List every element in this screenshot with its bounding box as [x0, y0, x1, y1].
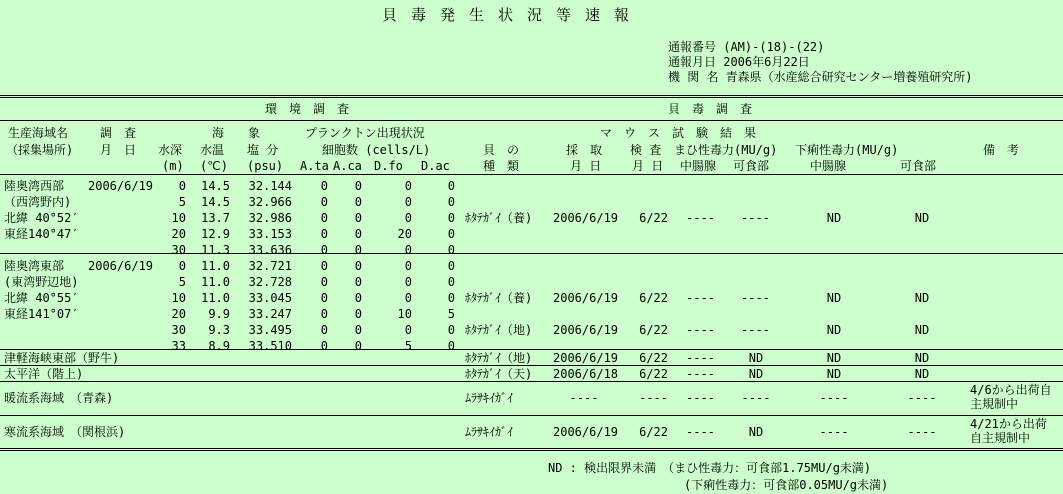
- extra-cell-psp-edible: ND: [748, 425, 764, 439]
- env-cell-dfo: 0: [404, 195, 412, 209]
- footnote-dsp: (下痢性毒力：可食部0.05MU/g未満): [684, 478, 889, 492]
- env-cell-survey-date: 2006/6/19: [88, 259, 154, 273]
- header-salinity-unit: (psu): [247, 159, 284, 173]
- env-cell-ata: 0: [320, 307, 328, 321]
- env-cell-area: (東湾野辺地): [4, 275, 79, 289]
- tox-cell-sampling-date: 2006/6/19: [553, 323, 619, 337]
- header-test: 検 査: [630, 143, 662, 157]
- env-cell-dfo: 0: [404, 179, 412, 193]
- extra-cell-psp-gut: ----: [686, 391, 715, 405]
- env-cell-temp: 8.9: [208, 339, 230, 353]
- header-depth: 水深: [158, 143, 183, 157]
- tox-cell-psp-gut: ----: [686, 291, 715, 305]
- env-cell-temp: 9.3: [208, 323, 230, 337]
- env-cell-salinity: 33.510: [248, 339, 292, 353]
- extra-cell-dsp-gut: ND: [826, 367, 842, 381]
- env-survey-header: 環 境 調 査: [265, 102, 350, 116]
- env-cell-temp: 14.5: [201, 179, 230, 193]
- tox-cell-sampling-date: 2006/6/19: [553, 291, 619, 305]
- tox-cell-test-date: 6/22: [639, 291, 668, 305]
- extra-cell-sampling-date: 2006/6/19: [553, 351, 619, 365]
- env-cell-area: 陸奥湾東部: [4, 259, 65, 273]
- env-cell-depth: 33: [171, 339, 186, 353]
- tox-cell-psp-edible: ----: [741, 291, 770, 305]
- env-cell-dac: 5: [447, 307, 455, 321]
- extra-cell-dsp-edible: ND: [914, 367, 930, 381]
- extra-cell-sampling-date: 2006/6/18: [553, 367, 619, 381]
- extra-cell-shellfish-kind: ﾑﾗｻｷｲｶﾞｲ: [465, 391, 514, 405]
- env-cell-aca: 0: [354, 211, 362, 225]
- env-cell-ata: 0: [320, 259, 328, 273]
- env-cell-aca: 0: [354, 291, 362, 305]
- env-cell-area: 北緯 40°52′: [4, 211, 79, 225]
- organization: 機 関 名 青森県（水産総合研究センター増養殖研究所): [668, 70, 973, 84]
- header-test-date: 月 日: [632, 159, 664, 173]
- env-cell-temp: 12.9: [201, 227, 230, 241]
- row-divider-3: [0, 365, 1063, 366]
- extra-cell-remarks: 4/21から出荷 自主規制中: [970, 417, 1047, 445]
- env-cell-temp: 11.0: [201, 259, 230, 273]
- env-cell-dac: 0: [447, 211, 455, 225]
- env-cell-dac: 0: [447, 179, 455, 193]
- env-cell-salinity: 32.144: [248, 179, 292, 193]
- env-cell-dfo: 0: [404, 291, 412, 305]
- extra-cell-psp-edible: ----: [741, 391, 771, 405]
- env-cell-dac: 0: [447, 259, 455, 273]
- header-plankton: プランクトン出現状況: [305, 126, 425, 140]
- env-cell-survey-date: 2006/6/19: [88, 179, 154, 193]
- env-cell-depth: 0: [178, 179, 186, 193]
- env-cell-ata: 0: [320, 179, 328, 193]
- env-cell-salinity: 32.986: [248, 211, 292, 225]
- extra-cell-psp-gut: ----: [686, 425, 715, 439]
- header-sampling-date: 月 日: [570, 159, 602, 173]
- header-psp-gut: 中腸腺: [680, 159, 717, 173]
- header-shellfish-kind-2: 種 類: [483, 159, 520, 173]
- env-cell-depth: 5: [178, 275, 186, 289]
- extra-cell-area: 暖流系海域 （青森): [4, 391, 114, 405]
- header-species-dfo: D.fo: [374, 159, 403, 173]
- env-cell-dac: 0: [447, 275, 455, 289]
- env-cell-dac: 0: [447, 243, 455, 257]
- header-sea: 海 象: [212, 126, 261, 140]
- env-cell-aca: 0: [354, 243, 362, 257]
- env-cell-dfo: 0: [404, 323, 412, 337]
- header-survey: 調 査: [100, 126, 137, 140]
- env-cell-ata: 0: [320, 339, 328, 353]
- env-cell-area: 東経140°47′: [4, 227, 79, 241]
- header-species-ata: A.ta: [300, 159, 329, 173]
- header-area-site: （採集場所): [6, 143, 74, 157]
- header-dsp: 下痢性毒力(MU/g): [795, 143, 899, 157]
- env-cell-aca: 0: [354, 259, 362, 273]
- extra-cell-dsp-edible: ----: [907, 391, 937, 405]
- env-cell-depth: 20: [171, 307, 186, 321]
- env-cell-area: 陸奥湾西部: [4, 179, 65, 193]
- section-header-rule: [0, 120, 1063, 121]
- env-cell-aca: 0: [354, 227, 362, 241]
- env-cell-temp: 13.7: [201, 211, 230, 225]
- env-cell-temp: 11.0: [201, 275, 230, 289]
- header-temp-unit: (℃): [200, 159, 228, 173]
- env-cell-dac: 0: [447, 291, 455, 305]
- env-cell-aca: 0: [354, 275, 362, 289]
- extra-cell-area: 寒流系海域 （関根浜): [4, 425, 126, 439]
- env-cell-salinity: 32.728: [248, 275, 292, 289]
- env-cell-salinity: 32.721: [248, 259, 292, 273]
- extra-cell-test-date: ----: [639, 391, 668, 405]
- report-date: 通報月日 2006年6月22日: [668, 55, 810, 69]
- tox-cell-test-date: 6/22: [639, 323, 668, 337]
- extra-cell-shellfish-kind: ﾑﾗｻｷｲｶﾞｲ: [465, 425, 514, 439]
- extra-cell-area: 太平洋（階上): [4, 367, 84, 381]
- table-top-rule: [0, 95, 1063, 98]
- extra-cell-dsp-gut: ----: [819, 425, 849, 439]
- tox-cell-shellfish-kind: ﾎﾀﾃｶﾞｲ（養): [465, 211, 533, 225]
- extra-cell-test-date: 6/22: [639, 351, 668, 365]
- column-header-rule: [0, 174, 1063, 175]
- extra-cell-dsp-edible: ND: [914, 351, 930, 365]
- tox-cell-psp-edible: ----: [741, 211, 770, 225]
- env-cell-salinity: 33.495: [248, 323, 292, 337]
- extra-cell-psp-gut: ----: [686, 351, 715, 365]
- report-number: 通報番号 (AM)-(18)-(22): [668, 40, 825, 54]
- env-cell-depth: 10: [171, 291, 186, 305]
- tox-cell-dsp-gut: ND: [826, 211, 842, 225]
- extra-cell-dsp-gut: ND: [826, 351, 842, 365]
- env-cell-dfo: 0: [404, 259, 412, 273]
- header-area: 生産海域名: [8, 126, 69, 140]
- env-cell-dfo: 5: [404, 339, 412, 353]
- extra-cell-test-date: 6/22: [639, 367, 668, 381]
- header-species-aca: A.ca: [333, 159, 362, 173]
- env-cell-ata: 0: [320, 243, 328, 257]
- env-cell-dac: 0: [447, 195, 455, 209]
- tox-cell-dsp-edible: ND: [914, 323, 930, 337]
- tox-cell-test-date: 6/22: [639, 211, 668, 225]
- tox-cell-psp-gut: ----: [686, 323, 715, 337]
- tox-cell-dsp-edible: ND: [914, 291, 930, 305]
- extra-cell-psp-edible: ND: [748, 351, 764, 365]
- env-cell-area: （西湾野内): [4, 195, 72, 209]
- env-cell-aca: 0: [354, 195, 362, 209]
- env-cell-depth: 10: [171, 211, 186, 225]
- header-salinity: 塩 分: [247, 143, 279, 157]
- env-cell-aca: 0: [354, 179, 362, 193]
- row-divider-5: [0, 415, 1063, 416]
- env-cell-depth: 20: [171, 227, 186, 241]
- env-cell-depth: 30: [171, 323, 186, 337]
- env-cell-ata: 0: [320, 195, 328, 209]
- env-cell-temp: 11.3: [201, 243, 230, 257]
- env-cell-ata: 0: [320, 211, 328, 225]
- extra-cell-sampling-date: 2006/6/19: [553, 425, 619, 439]
- extra-cell-dsp-gut: ----: [819, 391, 849, 405]
- header-sampling: 採 取: [566, 143, 603, 157]
- extra-cell-shellfish-kind: ﾎﾀﾃｶﾞｲ（地): [465, 351, 533, 365]
- env-cell-salinity: 33.153: [248, 227, 292, 241]
- env-cell-dfo: 0: [404, 243, 412, 257]
- env-cell-salinity: 32.966: [248, 195, 292, 209]
- page-title: 貝毒発生状況等速報: [382, 6, 644, 24]
- extra-cell-test-date: 6/22: [639, 425, 668, 439]
- env-cell-ata: 0: [320, 323, 328, 337]
- env-cell-depth: 0: [178, 259, 186, 273]
- env-cell-dfo: 0: [404, 211, 412, 225]
- env-cell-area: 北緯 40°55′: [4, 291, 79, 305]
- header-cells: 細胞数 (cells/L): [322, 143, 431, 157]
- extra-cell-dsp-edible: ----: [907, 425, 937, 439]
- tox-cell-psp-gut: ----: [686, 211, 715, 225]
- header-species-dac: D.ac: [421, 159, 450, 173]
- env-cell-ata: 0: [320, 291, 328, 305]
- env-cell-aca: 0: [354, 323, 362, 337]
- tox-cell-dsp-edible: ND: [914, 211, 930, 225]
- env-cell-depth: 30: [171, 243, 186, 257]
- shellfish-survey-header: 貝 毒 調 査: [668, 102, 753, 116]
- extra-cell-psp-edible: ND: [748, 367, 764, 381]
- footnote-nd: ND : 検出限界未満 （まひ性毒力：可食部1.75MU/g未満): [548, 461, 872, 475]
- env-cell-dfo: 20: [397, 227, 412, 241]
- env-cell-dac: 0: [447, 323, 455, 337]
- env-cell-ata: 0: [320, 275, 328, 289]
- header-psp-edible: 可食部: [733, 159, 770, 173]
- table-bottom-rule: [0, 448, 1063, 451]
- header-depth-unit: (m): [162, 159, 184, 173]
- header-remarks: 備 考: [983, 143, 1020, 157]
- tox-cell-dsp-gut: ND: [826, 323, 842, 337]
- header-shellfish-kind: 貝 の: [483, 143, 520, 157]
- tox-cell-sampling-date: 2006/6/19: [553, 211, 619, 225]
- extra-cell-psp-gut: ----: [686, 367, 715, 381]
- env-cell-dfo: 10: [397, 307, 412, 321]
- env-cell-dac: 0: [447, 227, 455, 241]
- tox-cell-shellfish-kind: ﾎﾀﾃｶﾞｲ（地): [465, 323, 533, 337]
- header-dsp-gut: 中腸腺: [810, 159, 847, 173]
- header-dsp-edible: 可食部: [900, 159, 937, 173]
- env-cell-salinity: 33.045: [248, 291, 292, 305]
- env-cell-temp: 11.0: [201, 291, 230, 305]
- env-cell-temp: 14.5: [201, 195, 230, 209]
- env-cell-aca: 0: [354, 307, 362, 321]
- env-cell-aca: 0: [354, 339, 362, 353]
- tox-cell-dsp-gut: ND: [826, 291, 842, 305]
- header-psp: まひ性毒力(MU/g): [674, 143, 778, 157]
- extra-cell-sampling-date: ----: [569, 391, 599, 405]
- extra-cell-remarks: 4/6から出荷自 主規制中: [970, 383, 1052, 411]
- row-divider-4: [0, 381, 1063, 382]
- env-cell-salinity: 33.247: [248, 307, 292, 321]
- header-temp: 水温: [200, 143, 225, 157]
- env-cell-depth: 5: [178, 195, 186, 209]
- extra-cell-shellfish-kind: ﾎﾀﾃｶﾞｲ（天): [465, 367, 533, 381]
- extra-cell-area: 津軽海峡東部（野牛): [4, 351, 120, 365]
- env-cell-salinity: 33.636: [248, 243, 292, 257]
- env-cell-area: 東経141°07′: [4, 307, 79, 321]
- env-cell-dac: 0: [447, 339, 455, 353]
- env-cell-dfo: 0: [404, 275, 412, 289]
- env-cell-temp: 9.9: [208, 307, 230, 321]
- env-cell-ata: 0: [320, 227, 328, 241]
- tox-cell-psp-edible: ----: [741, 323, 770, 337]
- tox-cell-shellfish-kind: ﾎﾀﾃｶﾞｲ（養): [465, 291, 533, 305]
- header-mouse-test: マ ウ ス 試 験 結 果: [600, 126, 757, 140]
- header-survey-date: 月 日: [100, 143, 137, 157]
